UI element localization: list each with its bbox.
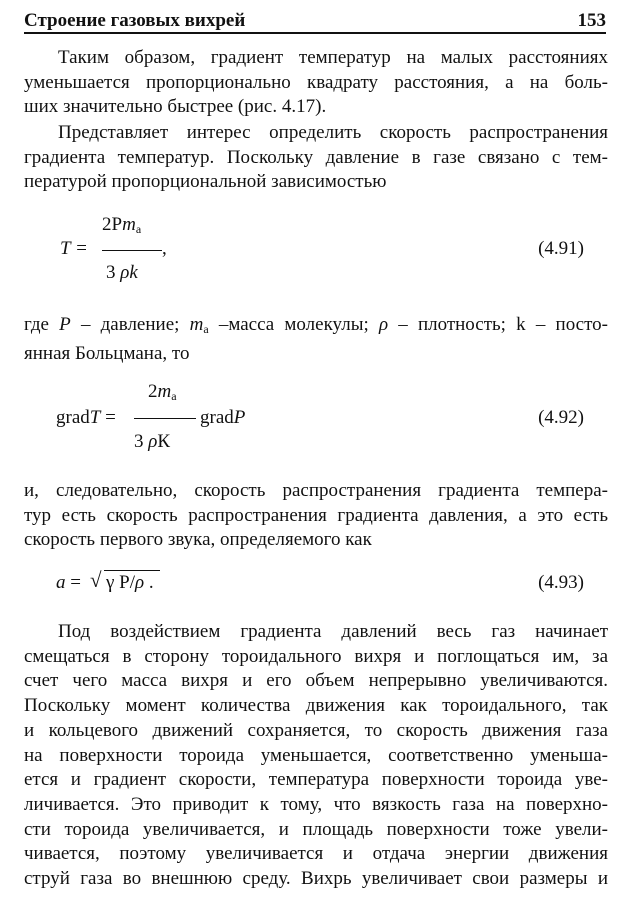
text-line: где P – давление; $m_а$ –масса молекулы; ρ – плотность; k – посто- [24,314,608,336]
paragraph-2 [24,121,608,195]
sqrt-vinculum [104,570,160,571]
text-line: на поверхности тороида уменьшается, соответственно уменьша- [24,744,608,766]
fraction-denominator: 3 ρК [134,431,171,452]
text-line: Поскольку момент количества движения как тороидального, так [24,695,608,717]
text-line: ется и градиент скорости, температура поверхности тороида уве- [24,769,608,791]
equation-4-91 [24,210,608,300]
equation-lhs: T = [60,238,88,259]
equation-4-93 [24,562,608,602]
page-number: 153 [577,10,606,31]
text-line: скорость первого звука, определяемого как [24,529,372,551]
paragraph-1 [24,46,608,120]
running-header [24,6,606,34]
equation-number: (4.92) [538,407,584,428]
text-line: Таким образом, градиент температур на малых расстояниях [58,47,608,68]
sqrt-icon: √ [90,568,102,592]
equation-number: (4.91) [538,238,584,259]
paragraph-3 [24,313,608,366]
text-line: Представляет интерес определить скорость распространения [58,122,608,143]
fraction-bar [102,250,162,251]
sqrt-radicand: γ P/ρ . [106,572,154,593]
text-line: Под воздействием градиента давлений весь газ начинает [58,621,608,642]
paragraph-4 [24,479,608,553]
equation-comma: , [162,238,167,259]
text-line: янная Больцмана, то [24,342,190,364]
text-line: счет чего масса вихря и его объем непрерывно увеличиваются. [24,670,608,692]
equation-lhs: gradT = [56,407,116,428]
equation-lhs: a = [56,572,81,593]
equation-number: (4.93) [538,572,584,593]
fraction-numerator: $2m_а$ [148,381,177,403]
text-line: пературой пропорциональной зависимостью [24,171,387,193]
chapter-title: Строение газовых вихрей [24,10,246,31]
text-line: градиента температур. Поскольку давление в газе связано с тем- [24,146,608,168]
text-line: и, следовательно, скорость распространения градиента темпера- [24,480,608,501]
fraction-denominator: 3 ρk [106,262,138,283]
equation-4-92 [24,375,608,465]
text-line: тур есть скорость распространения градиента давления, а это есть [24,504,608,526]
text-line: чивается, поэтому увеличивается и отдача энергии движения [24,843,608,865]
fraction-bar [134,418,196,419]
text-line: струй газа во внешнюю среду. Вихрь увеличивает свои размеры и [24,868,608,890]
text-line: уменьшается пропорционально квадрату расстояния, а на боль- [24,71,608,93]
equation-rhs: gradP [200,407,246,428]
text-line: личивается. Это приводит к тому, что вязкость газа на поверхно- [24,793,608,815]
fraction-numerator: $2Pm_a$ [102,214,142,236]
text-line: и кольцевого движений сохраняется, то скорость движения газа [24,719,608,741]
text-line: ших значительно быстрее (рис. 4.17). [24,96,327,118]
text-line: смещаться в сторону тороидального вихря и поглощаться им, за [24,645,608,667]
text-line: сти тороида увеличивается, и площадь поверхности тоже увели- [24,818,608,840]
paragraph-5 [24,620,608,892]
